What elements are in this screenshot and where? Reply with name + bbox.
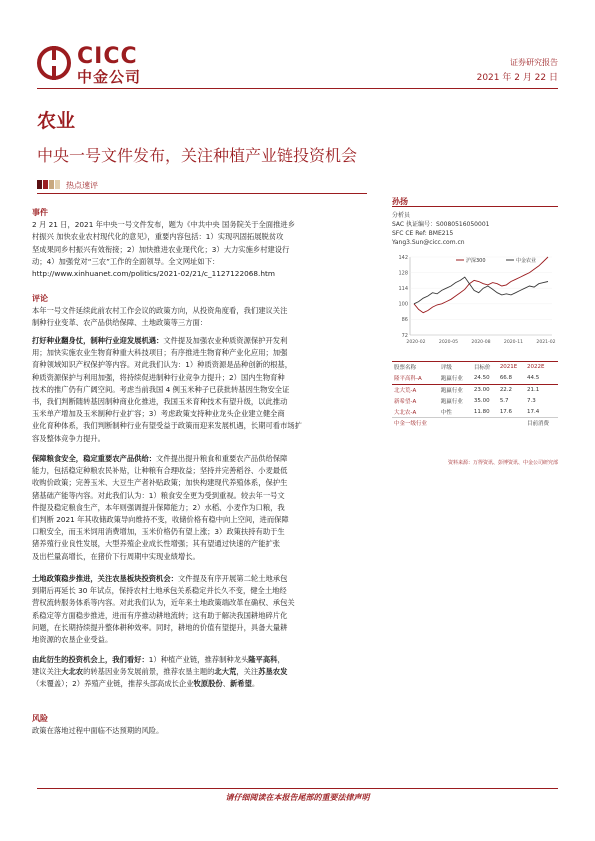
table-cell: 11.80 (473, 408, 490, 415)
paragraph-heading: 保障粮食安全，稳定重要农产品供给： (32, 454, 157, 463)
legal-notice[interactable]: 请仔细阅读在本报告尾部的重要法律声明 (225, 793, 370, 802)
x-tick-label: 2021-02 (536, 340, 556, 345)
table-cell: 中金一级行业 (394, 421, 428, 428)
paragraph-text: 建议关注 (32, 667, 62, 677)
table-cell: 24.50 (473, 375, 490, 382)
series-line-1 (414, 277, 548, 304)
stock-name: 牧原股份 (193, 679, 223, 689)
table-header: 2021E (499, 364, 518, 371)
brand-name-cn: 中金公司 (77, 68, 142, 86)
table-cell: 隆平高科-A (394, 376, 422, 383)
table-cell: 44.5 (527, 375, 540, 382)
paragraph-line: 能力，包括稳定种粮农民补贴，让种粮有合理收益；坚持并完善稻谷、小麦最低 (32, 466, 288, 476)
table-row (392, 384, 558, 395)
footer-divider (37, 788, 558, 789)
paragraph-line: 种质资源保护与利用加强，将持续促进制种行业竞争力提升；2）国内生物育种 (32, 372, 285, 382)
comment-heading: 评论 (32, 294, 48, 303)
table-row (392, 373, 558, 384)
stock-name: 苏垦农发 (258, 667, 288, 677)
table-cell: 大北农-A (394, 409, 417, 416)
paragraph-line: 文件提出提升粮食和重要农产品供给保障 (156, 454, 288, 463)
table-cell: 66.8 (499, 375, 513, 382)
table-cell: 23.00 (473, 386, 490, 393)
paragraph-line: 问题，在长期持续提升整体耕种效率。同时，耕地的价值有望提升，具备大量耕 (32, 622, 288, 632)
paragraph-text: ，关注 (236, 667, 259, 677)
table-header-row (392, 362, 558, 373)
paragraph-land-policy (32, 573, 364, 646)
event-link[interactable]: http://www.xinhuanet.com/politics/2021-02/21/c_1127122068.htm (32, 269, 275, 279)
paragraph-line: 业化育种体系，我们判断制种行业有望受益于政策而迎来发展机遇，长期可看市场扩 (32, 421, 302, 431)
paragraph-line: 猪养殖行业良性发展，大型养殖企业成长性增强；其有望通过快速的产能扩张 (32, 539, 281, 549)
paragraph-line: 营权流转服务体系等内容。对此我们认为，近年来土地政策端改革在确权、承包关 (32, 598, 295, 608)
report-type: 证券研究报告 (510, 58, 558, 67)
y-tick-label: 100 (398, 301, 408, 308)
brand-name-en: CICC (77, 44, 138, 69)
stock-name: 隆平高科 (248, 655, 278, 664)
y-tick-label: 114 (398, 286, 408, 292)
paragraph-line: 文件提及加强农业种质资源保护开发利 (163, 336, 288, 345)
x-tick-label: 2020-11 (503, 340, 524, 345)
table-cell: 新希望-A (394, 398, 417, 405)
table-header: 评级 (440, 365, 452, 372)
table-cell: 22.2 (499, 386, 513, 393)
sidebar (392, 196, 562, 429)
series-line-0 (414, 257, 548, 313)
comment-intro: 制种行业变革、农产品供给保障、土地政策等三方面： (32, 318, 208, 328)
paragraph-heading: 土地政策稳步推进，关注农垦板块投资机会： (32, 574, 178, 583)
paragraph-text: 的转基因业务发展前景，推荐农垦主题的 (83, 667, 215, 677)
table-cell: 21.1 (527, 386, 540, 393)
paragraph-investment (32, 654, 364, 691)
paragraph-heading: 打好种业翻身仗，制种行业迎发展机遇： (32, 336, 164, 345)
table-row (392, 395, 558, 406)
paragraph-line: 书，我们判断随转基因制种商业化推进，我国玉米育种技术有望升级，以此推动 (32, 397, 288, 407)
legend-label: 中金农业 (516, 258, 537, 264)
analyst-role: 分析员 (392, 212, 411, 219)
table-cell: 跑赢行业 (440, 398, 463, 405)
paragraph-text: 。 (251, 679, 260, 689)
stock-name: 新希望 (230, 679, 252, 689)
paragraph-line: 玉米单产增加及玉米制种行业扩容；3）考虑政策支持种业龙头企业建立健全商 (32, 409, 285, 419)
analyst-email[interactable]: Yang3.Sun@cicc.com.cn (392, 239, 465, 246)
table-cell (498, 417, 525, 428)
table-cell: 中性 (440, 409, 452, 416)
paragraph-line: 用；加快实施农业生物育种重大科技项目；有序推进生物育种产业化应用；加强 (32, 348, 288, 358)
paragraph-text: 1）种植产业链，推荐制种龙头 (148, 655, 249, 664)
table-row (392, 406, 558, 417)
recommendation-table (392, 361, 558, 429)
table-cell: 17.4 (527, 408, 540, 415)
paragraph-line: 收购价政策；完善玉米、大豆生产者补贴政策；加快构建现代养殖体系，保护生 (32, 478, 288, 488)
x-tick-label: 2020-02 (406, 340, 426, 345)
paragraph-line: 系稳定等方面稳步推进，进而有序推动耕地流转；这有助于解决我国耕地碎片化 (32, 610, 288, 620)
paragraph-line: 育种领域知识产权保护等内容。对此我们认为：1）种质资源是品种创新的根基， (32, 360, 293, 370)
table-header: 股票名称 (394, 365, 417, 372)
analyst-divider (392, 206, 558, 207)
paragraph-text: 、 (222, 679, 231, 689)
table-cell (439, 417, 472, 428)
paragraph-line: 猪基础产能等内容。对此我们认为：1）粮食安全更为受到重视。较去年一号文 (32, 490, 285, 500)
paragraph-line: 件提及稳定粮食生产，本年则强调提升保障能力；2）水稻、小麦作为口粮，我 (32, 502, 285, 512)
x-tick-label: 2020-05 (438, 340, 459, 345)
paragraph-line: 容及整体竞争力提升。 (32, 433, 105, 443)
event-line: 2 月 21 日，2021 年中央一号文件发布，题为《中共中央 国务院关于全面推进乡 (32, 220, 295, 230)
table-cell: 目前消费 (527, 421, 550, 428)
paragraph-line: 文件提及有序开展第二轮土地承包 (177, 574, 288, 583)
cicc-logo (37, 44, 167, 84)
table-cell: 17.6 (499, 408, 513, 415)
cicc-logo-mark-icon (37, 46, 71, 80)
paragraph-food-security (32, 453, 364, 563)
paragraph-line: 们判断 2021 年其收储政策导向维持不变，收储价格有稳中向上空间，进而保障 (32, 515, 289, 525)
report-title: 中央一号文件发布，关注种植产业链投资机会 (37, 146, 358, 165)
paragraph-heading: 由此衍生的投资机会上，我们看好： (32, 655, 149, 664)
event-section (32, 207, 364, 280)
table-header: 2022E (527, 364, 545, 371)
table-cell (472, 417, 498, 428)
performance-chart (392, 251, 558, 353)
table-cell: 跑赢行业 (440, 387, 463, 394)
analyst-sfc: SFC CE Ref: BME215 (392, 230, 454, 237)
comment-section (32, 293, 364, 330)
analyst-sac: SAC 执证编号：S0080516050001 (392, 221, 490, 228)
table-cell: 北大荒-A (394, 387, 417, 394)
table-source: 资料来源：万得资讯、彭博资讯、中金公司研究部 (447, 460, 558, 466)
paragraph-seed-industry (32, 335, 364, 445)
sector-title: 农业 (37, 110, 76, 132)
paragraph-line: 及出栏量高增长，在猪价下行周期中实现业绩增长。 (32, 551, 200, 561)
header-divider (37, 88, 558, 89)
paragraph-line: 口粮安全，而玉米饲用消费增加，玉米价格仍有望上涨；3）政策扶持有助于生 (32, 527, 285, 537)
stock-name: 北大荒 (214, 667, 237, 677)
x-tick-label: 2020-08 (471, 340, 491, 345)
stock-name: 大北农 (61, 667, 84, 677)
tag-divider (37, 193, 367, 194)
paragraph-text: （未覆盖）；2）养殖产业链，推荐头部高成长企业 (32, 679, 194, 689)
table-cell: 跑赢行业 (440, 376, 463, 383)
paragraph-line: 技术的推广仍有广阔空间。考虑当前我国 4 例玉米种子已获批转基因生物安全证 (32, 384, 290, 394)
table-header: 目标价 (473, 365, 491, 372)
table-cell: 35.00 (473, 397, 490, 404)
event-line: 村振兴 加快农业农村现代化的意见》，重要内容包括：1）实现巩固拓展脱贫攻 (32, 232, 284, 242)
risk-heading: 风险 (32, 714, 48, 723)
comment-intro: 本年一号文件延续此前农村工作会议的政策方向，从投资角度看，我们建议关注 (32, 306, 288, 316)
analyst-name: 孙扬 (392, 197, 408, 206)
risk-text: 政策在落地过程中面临不达预期的风险。 (32, 726, 164, 736)
table-row (392, 417, 558, 428)
y-tick-label: 86 (401, 317, 408, 324)
event-heading: 事件 (32, 208, 48, 217)
event-line: 坚成果同乡村振兴有效衔接；2）加快推进农业现代化；3）大力实施乡村建设行 (32, 244, 290, 254)
legend-label: 沪深300 (466, 258, 486, 264)
report-date: 2021 年 2 月 22 日 (476, 73, 558, 83)
table-cell: 5.7 (499, 397, 509, 404)
event-line: 动；4）加强党对“三农”工作的全面领导。全文网址如下： (32, 256, 220, 266)
paragraph-line: 地资源的农垦企业受益。 (32, 635, 113, 645)
table-cell: 7.3 (527, 397, 536, 404)
y-tick-label: 72 (401, 332, 408, 339)
paragraph-text: ， (277, 655, 285, 664)
tag-marker-icon (37, 180, 61, 189)
y-tick-label: 142 (398, 254, 408, 261)
risk-section (32, 713, 364, 737)
report-tag: 热点速评 (66, 181, 98, 190)
paragraph-line: 到期后再延长 30 年试点，保持农村土地承包关系稳定并长久不变，健全土地经 (32, 586, 287, 596)
y-tick-label: 128 (398, 270, 408, 277)
